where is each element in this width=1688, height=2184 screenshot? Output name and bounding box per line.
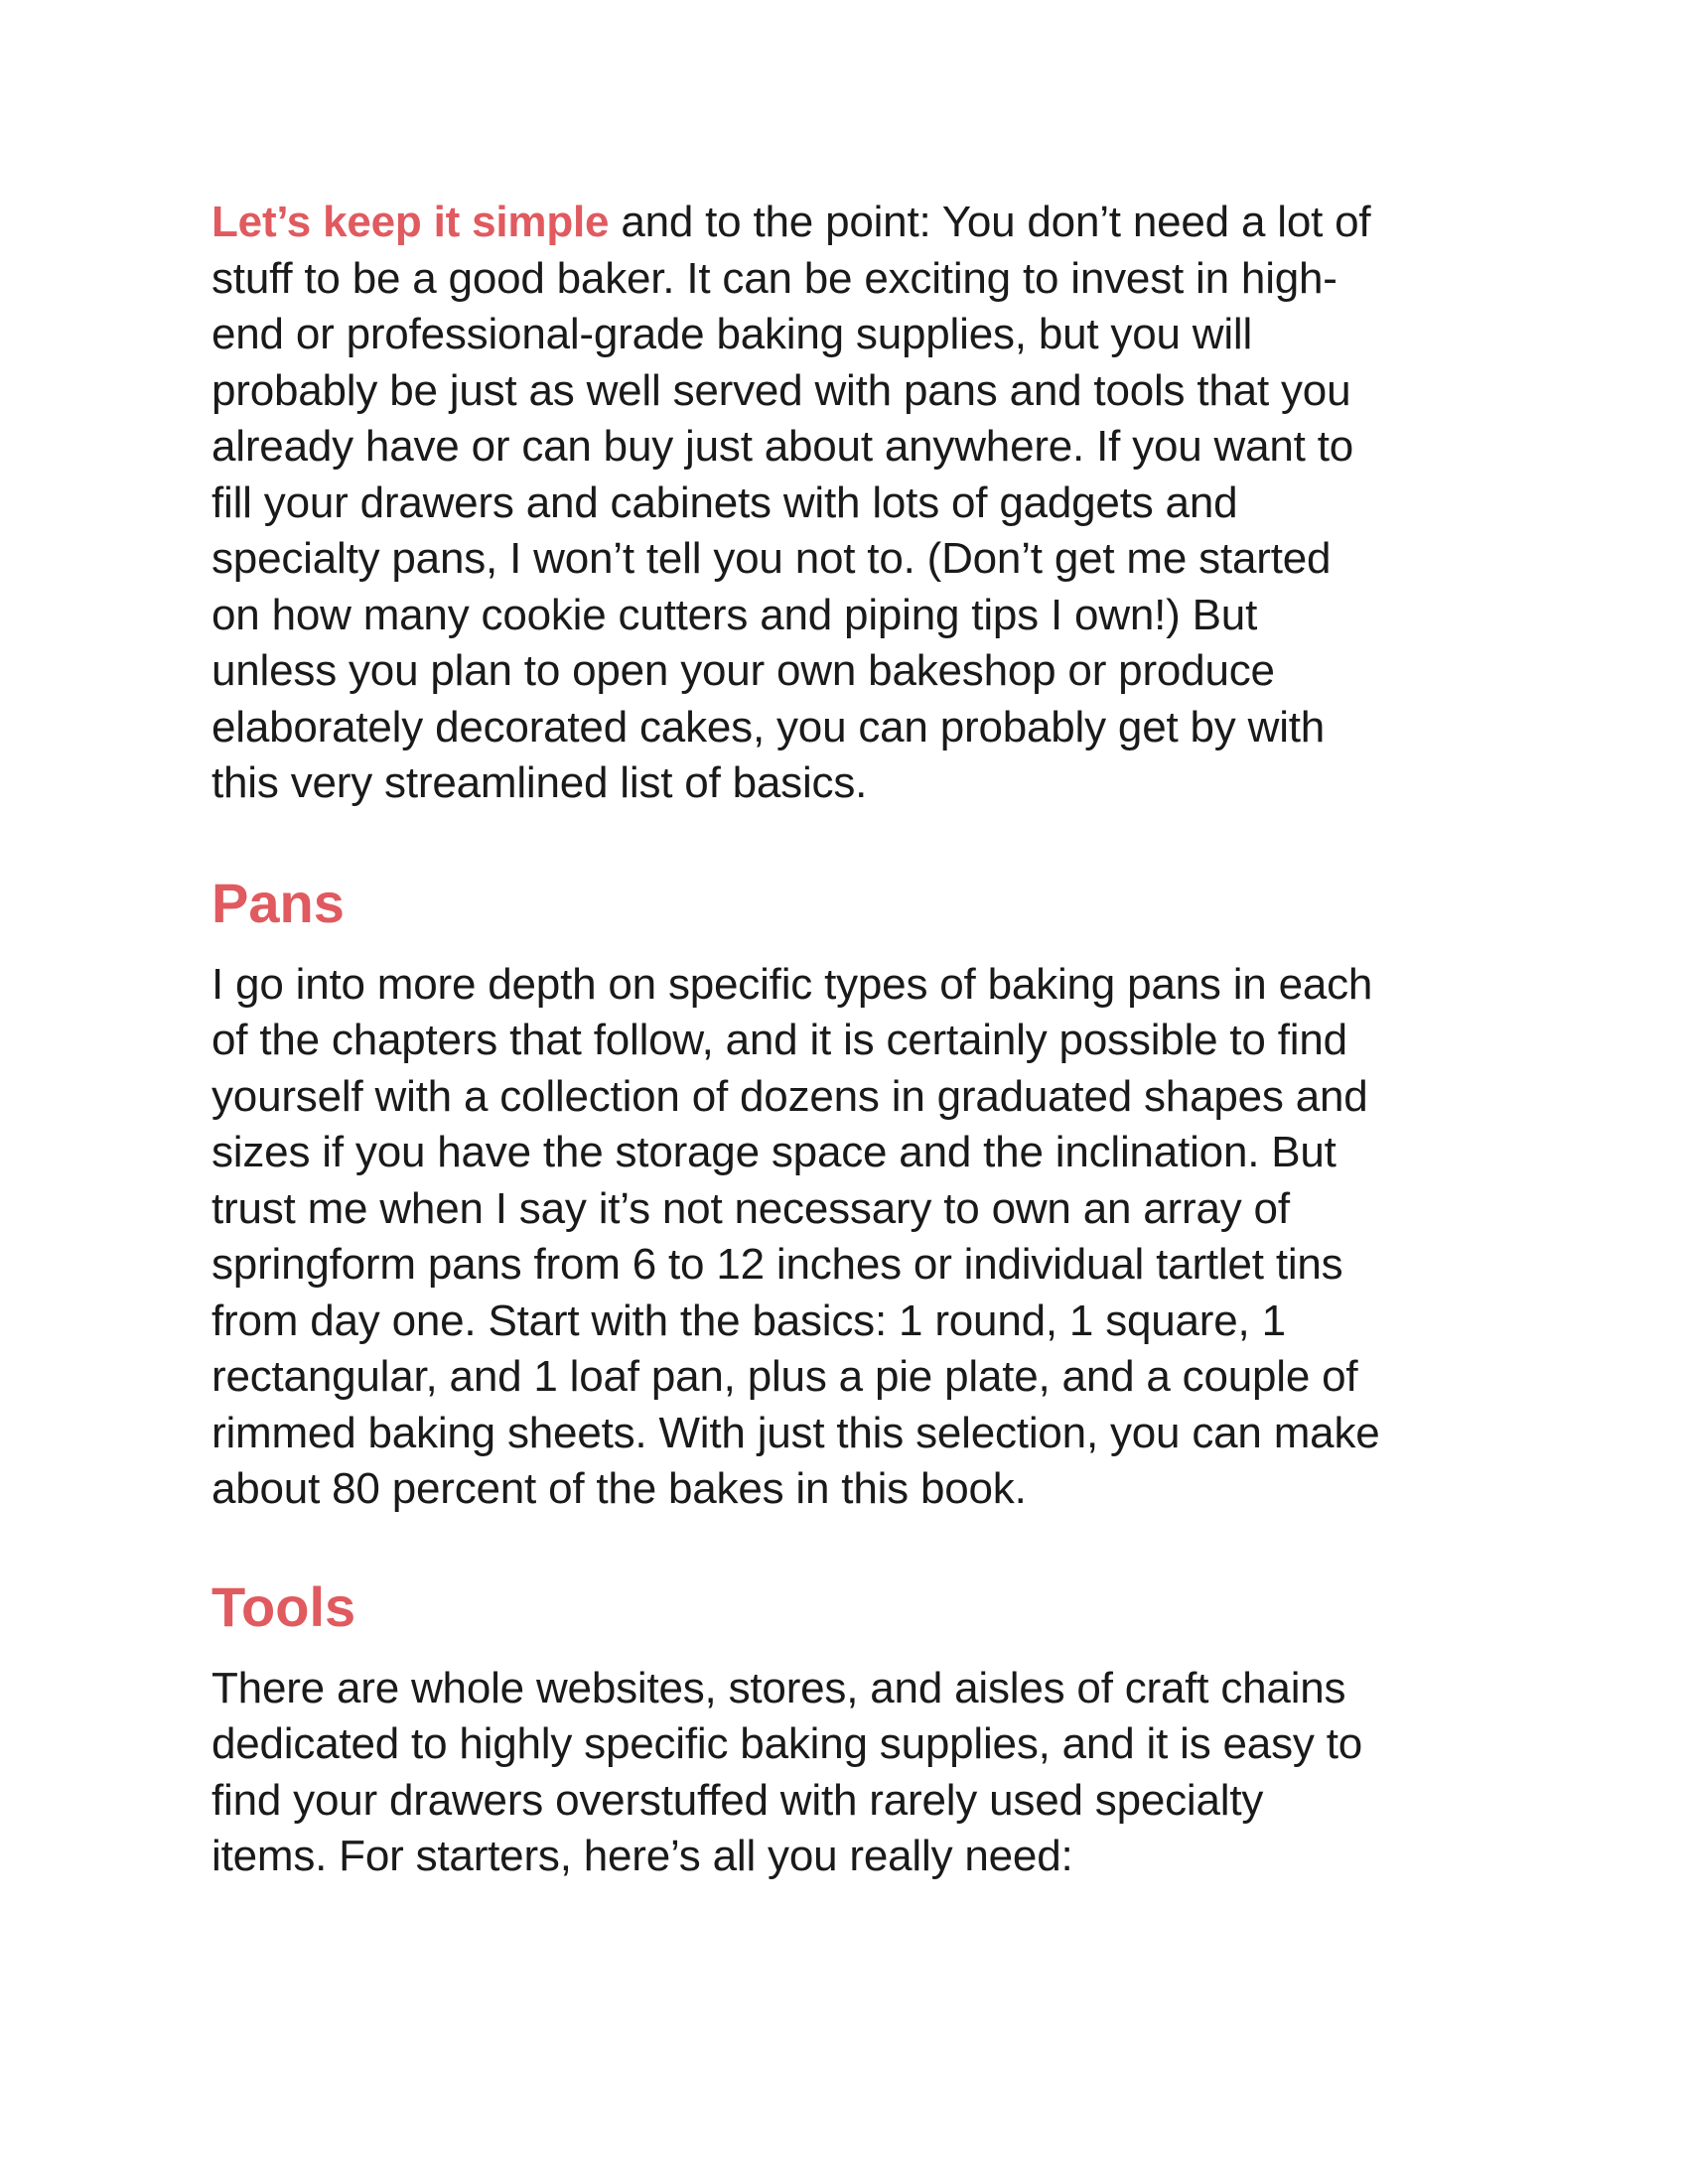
- lead-in-phrase: Let’s keep it simple: [211, 198, 610, 246]
- intro-line: and to the point: You don’t need a lot of: [609, 198, 1371, 246]
- pans-line: rectangular, and 1 loaf pan, plus a pie plate, and a couple of: [211, 1352, 1358, 1401]
- intro-line: probably be just as well served with pans and tools that you: [211, 365, 1351, 415]
- intro-line: already have or can buy just about anywhere. If you want to: [211, 422, 1354, 471]
- tools-heading: Tools: [211, 1574, 356, 1638]
- intro-line: end or professional-grade baking supplies, but you will: [211, 310, 1253, 358]
- pans-line: sizes if you have the storage space and the inclination. But: [211, 1128, 1336, 1176]
- intro-line: on how many cookie cutters and piping tips I own!) But: [211, 590, 1258, 639]
- pans-line: trust me when I say it’s not necessary to own an array of: [211, 1183, 1290, 1233]
- pans-paragraph: [211, 957, 1502, 1518]
- pans-line: yourself with a collection of dozens in graduated shapes and: [211, 1071, 1368, 1121]
- tools-paragraph: [211, 1661, 1502, 1885]
- tools-line: items. For starters, here’s all you really need:: [211, 1832, 1073, 1880]
- pans-line: I go into more depth on specific types of baking pans in each: [211, 959, 1373, 1009]
- tools-line: There are whole websites, stores, and aisles of craft chains: [211, 1663, 1346, 1712]
- tools-line: dedicated to highly specific baking supplies, and it is easy to: [211, 1719, 1362, 1768]
- intro-line: fill your drawers and cabinets with lots of gadgets and: [211, 478, 1238, 527]
- pans-heading: Pans: [211, 871, 345, 934]
- intro-line: specialty pans, I won’t tell you not to. (Don’t get me started: [211, 534, 1332, 583]
- intro-line: this very streamlined list of basics.: [211, 758, 868, 807]
- pans-line: from day one. Start with the basics: 1 round, 1 square, 1: [211, 1296, 1286, 1345]
- book-page: [211, 195, 1502, 1885]
- pans-line: springform pans from 6 to 12 inches or individual tartlet tins: [211, 1240, 1343, 1289]
- pans-line: about 80 percent of the bakes in this book.: [211, 1464, 1027, 1513]
- pans-line: of the chapters that follow, and it is certainly possible to find: [211, 1016, 1347, 1064]
- intro-line: unless you plan to open your own bakeshop or produce: [211, 646, 1275, 695]
- pans-line: rimmed baking sheets. With just this selection, you can make: [211, 1408, 1380, 1457]
- tools-line: find your drawers overstuffed with rarely used specialty: [211, 1775, 1264, 1825]
- intro-line: elaborately decorated cakes, you can probably get by with: [211, 702, 1326, 751]
- intro-line: stuff to be a good baker. It can be exciting to invest in high-: [211, 253, 1337, 303]
- intro-paragraph: [211, 195, 1502, 812]
